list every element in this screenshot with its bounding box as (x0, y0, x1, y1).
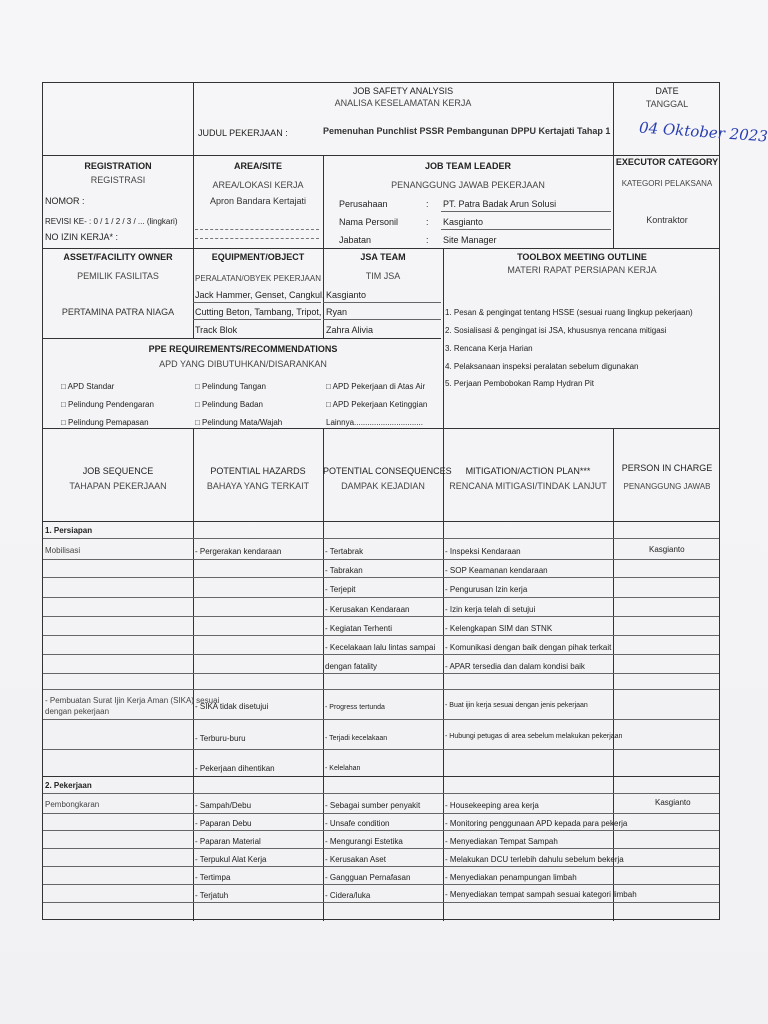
s1-mit: - SOP Keamanan kendaraan (445, 566, 548, 575)
sika-mit: - Hubungi petugas di area sebelum melakukan pekerjaan (445, 733, 623, 740)
rule (323, 302, 441, 303)
rule (43, 248, 719, 249)
jsa-form-table (42, 82, 768, 920)
jsa-team-member: Zahra Alivia (326, 325, 374, 335)
col-header-mitigation-id: RENCANA MITIGASI/TINDAK LANJUT (449, 481, 607, 491)
sika-hazard: - Terburu-buru (195, 734, 246, 743)
s2-cons: - Cidera/luka (325, 891, 371, 900)
s2-mit: - Menyediakan Tempat Sampah (445, 837, 558, 846)
sika-cons: - Terjadi kecelakaan (325, 735, 388, 742)
colon: : (426, 217, 429, 227)
s1-mit: - Komunikasi dengan baik dengan pihak terkait (445, 643, 612, 652)
toolbox-title-id: MATERI RAPAT PERSIAPAN KERJA (507, 265, 657, 275)
sika-cons: - Kelelahan (325, 765, 361, 772)
rule (43, 830, 719, 831)
rule (43, 635, 719, 636)
owner-value: PERTAMINA PATRA NIAGA (61, 307, 175, 317)
leader-jabatan-value: Site Manager (443, 235, 497, 245)
s2-seq: Pembongkaran (45, 800, 100, 809)
s1-cons: - Kecelakaan lalu lintas sampai (325, 643, 436, 652)
sika-seq: - Pembuatan Surat Ijin Kerja Aman (SIKA) sesuai (45, 696, 220, 705)
s2-cons: - Sebagai sumber penyakit (325, 801, 421, 810)
col-header-pic: PERSON IN CHARGE (621, 463, 713, 473)
jsa-team-member: Kasgianto (326, 290, 367, 300)
registration-title-id: REGISTRASI (90, 175, 146, 185)
s2-hazard: - Tertimpa (195, 873, 231, 882)
s2-hazard: - Sampah/Debu (195, 801, 252, 810)
executor-title: EXECUTOR CATEGORY (615, 157, 719, 167)
job-title-value: Pemenuhan Punchlist PSSR Pembangunan DPPU Kertajati Tahap 1 (323, 126, 611, 136)
rule (43, 813, 719, 814)
col-header-job-sequence-id: TAHAPAN PEKERJAAN (69, 481, 167, 491)
jsa-team-member: Ryan (326, 307, 348, 317)
leader-title: JOB TEAM LEADER (424, 161, 511, 171)
s1-cons: - Tabrakan (325, 566, 363, 575)
rule (43, 616, 719, 617)
area-title: AREA/SITE (233, 161, 282, 171)
registration-nomor: NOMOR : (45, 196, 85, 206)
rule (195, 229, 319, 230)
owner-title: ASSET/FACILITY OWNER (63, 252, 173, 262)
rule (43, 866, 719, 867)
toolbox-title: TOOLBOX MEETING OUTLINE (517, 252, 647, 262)
rule (43, 749, 719, 750)
rule (43, 559, 719, 560)
leader-jabatan-label: Jabatan (339, 235, 372, 245)
equipment-line-1: Jack Hammer, Genset, Cangkul, (195, 290, 325, 300)
toolbox-item: 3. Rencana Kerja Harian (445, 344, 533, 353)
rule (193, 319, 321, 320)
form-title: JOB SAFETY ANALYSIS (352, 86, 454, 96)
s1-mit: - Inspeksi Kendaraan (445, 547, 521, 556)
executor-value: Kontraktor (646, 215, 688, 225)
rule (613, 155, 614, 248)
date-handwritten: 04 Oktober 2023 (638, 118, 768, 146)
registration-revisi: REVISI KE- : 0 / 1 / 2 / 3 / ... (lingkari) (45, 217, 178, 226)
toolbox-item: 1. Pesan & pengingat tentang HSSE (sesuai ruang lingkup pekerjaan) (445, 308, 693, 317)
ppe-checkbox-mata-wajah[interactable]: □ Pelindung Mata/Wajah (195, 418, 283, 427)
form-subtitle: ANALISA KESELAMATAN KERJA (334, 98, 472, 108)
toolbox-item: 2. Sosialisasi & pengingat isi JSA, khususnya rencana mitigasi (445, 326, 667, 335)
sika-seq: dengan pekerjaan (45, 707, 110, 716)
jsa-team-title: JSA TEAM (360, 252, 406, 262)
rule (43, 538, 719, 539)
s2-pic: Kasgianto (655, 798, 691, 807)
ppe-checkbox-pendengaran[interactable]: □ Pelindung Pendengaran (61, 400, 154, 409)
equipment-line-2: Cutting Beton, Tambang, Tripot, (195, 307, 322, 317)
area-title-id: AREA/LOKASI KERJA (212, 180, 304, 190)
equipment-line-3: Track Blok (195, 325, 238, 335)
s2-hazard: - Terpukul Alat Kerja (195, 855, 267, 864)
rule (193, 302, 321, 303)
leader-nama-value: Kasgianto (443, 217, 484, 227)
col-header-job-sequence: JOB SEQUENCE (82, 466, 154, 476)
registration-izin: NO IZIN KERJA* : (45, 232, 119, 242)
leader-title-id: PENANGGUNG JAWAB PEKERJAAN (391, 180, 545, 190)
rule (43, 848, 719, 849)
s2-mit: - Menyediakan penampungan limbah (445, 873, 577, 882)
rule (195, 238, 319, 239)
ppe-checkbox-pernapasan[interactable]: □ Pelindung Pemapasan (61, 418, 149, 427)
rule (43, 673, 719, 674)
col-header-consequences-id: DAMPAK KEJADIAN (341, 481, 425, 491)
leader-perusahaan-label: Perusahaan (339, 199, 388, 209)
colon: : (426, 199, 429, 209)
ppe-checkbox-atas-air[interactable]: □ APD Pekerjaan di Atas Air (326, 382, 426, 391)
s2-mit: - Menyediakan tempat sampah sesuai kategori limbah (445, 890, 637, 899)
rule (323, 319, 441, 320)
toolbox-item: 4. Pelaksanaan inspeksi peralatan sebelum digunakan (445, 362, 639, 371)
col-header-mitigation: MITIGATION/ACTION PLAN*** (465, 466, 591, 476)
s1-mit: - Pengurusan Izin kerja (445, 585, 528, 594)
s1-cons: - Kegiatan Terhenti (325, 624, 393, 633)
ppe-lainnya: Lainnya............................... (326, 418, 423, 427)
rule (43, 884, 719, 885)
ppe-checkbox-badan[interactable]: □ Pelindung Badan (195, 400, 263, 409)
s2-mit: - Housekeeping area kerja (445, 801, 539, 810)
ppe-checkbox-tangan[interactable]: □ Pelindung Tangan (195, 382, 266, 391)
s1-pic: Kasgianto (649, 545, 685, 554)
ppe-title-id: APD YANG DIBUTUHKAN/DISARANKAN (159, 359, 327, 369)
rule (43, 428, 719, 429)
s2-cons: - Unsafe condition (325, 819, 390, 828)
date-label-id: TANGGAL (645, 99, 689, 109)
rule (43, 521, 719, 522)
s1-cons: - Terjepit (325, 585, 356, 594)
s1-mit: - Izin kerja telah di setujui (445, 605, 536, 614)
sika-cons: - Progress tertunda (325, 704, 385, 711)
s2-cons: - Mengurangi Estetika (325, 837, 403, 846)
ppe-checkbox-ketinggian[interactable]: □ APD Pekerjaan Ketinggian (326, 400, 428, 409)
leader-perusahaan-text: PT. Patra Badak Arun Solusi (443, 199, 557, 209)
s2-mit: - Monitoring penggunaan APD kepada para pekerja (445, 819, 628, 828)
rule (43, 597, 719, 598)
area-value: Apron Bandara Kertajati (209, 196, 307, 206)
equipment-title: EQUIPMENT/OBJECT (211, 252, 305, 262)
s1-seq: Mobilisasi (45, 546, 81, 555)
rule (43, 902, 719, 903)
rule (43, 654, 719, 655)
s2-hazard: - Terjatuh (195, 891, 229, 900)
rule (441, 211, 611, 212)
rule (441, 229, 611, 230)
s2-hazard: - Paparan Debu (195, 819, 252, 828)
s1-hazard: - Pergerakan kendaraan (195, 547, 282, 556)
jsa-team-title-id: TIM JSA (365, 271, 401, 281)
s1-cons: - Tertabrak (325, 547, 364, 556)
rule (43, 689, 719, 690)
section-2-title: 2. Pekerjaan (45, 780, 96, 791)
section-1-title: 1. Persiapan (45, 525, 96, 536)
executor-title-id: KATEGORI PELAKSANA (621, 179, 713, 188)
s1-mit: - Kelengkapan SIM dan STNK (445, 624, 553, 633)
rule (43, 577, 719, 578)
owner-title-id: PEMILIK FASILITAS (77, 271, 159, 281)
rule (43, 719, 719, 720)
s1-mit: - APAR tersedia dan dalam kondisi baik (445, 662, 585, 671)
col-header-consequences: POTENTIAL CONSEQUENCES (323, 466, 452, 476)
s2-cons: - Gangguan Pernafasan (325, 873, 411, 882)
col-header-hazards: POTENTIAL HAZARDS (210, 466, 306, 476)
sika-hazard: - Pekerjaan dihentikan (195, 764, 275, 773)
sika-mit: - Buat ijin kerja sesuai dengan jenis pekerjaan (445, 702, 588, 709)
rule (43, 155, 719, 156)
s1-cons: - Kerusakan Kendaraan (325, 605, 410, 614)
job-title-label: JUDUL PEKERJAAN : (198, 128, 288, 138)
s2-hazard: - Paparan Material (195, 837, 261, 846)
ppe-checkbox-apd-standar[interactable]: □ APD Standar (61, 382, 115, 391)
rule (43, 793, 719, 794)
rule (43, 776, 719, 777)
ppe-title: PPE REQUIREMENTS/RECOMMENDATIONS (148, 344, 338, 354)
col-header-hazards-id: BAHAYA YANG TERKAIT (206, 481, 310, 491)
col-header-pic-id: PENANGGUNG JAWAB (623, 482, 711, 491)
sika-hazard: - SIKA tidak disetujui (195, 702, 269, 711)
s2-cons: - Kerusakan Aset (325, 855, 386, 864)
colon: : (426, 235, 429, 245)
registration-title: REGISTRATION (84, 161, 152, 171)
rule (43, 338, 441, 339)
equipment-title-id: PERALATAN/OBYEK PEKERJAAN (195, 274, 321, 283)
toolbox-item: 5. Perjaan Pembobokan Ramp Hydran Pit (445, 379, 594, 388)
s1-cons: dengan fatality (325, 662, 378, 671)
leader-nama-label: Nama Personil (339, 217, 399, 227)
s2-mit: - Melakukan DCU terlebih dahulu sebelum bekerja (445, 855, 624, 864)
date-label: DATE (655, 86, 679, 96)
